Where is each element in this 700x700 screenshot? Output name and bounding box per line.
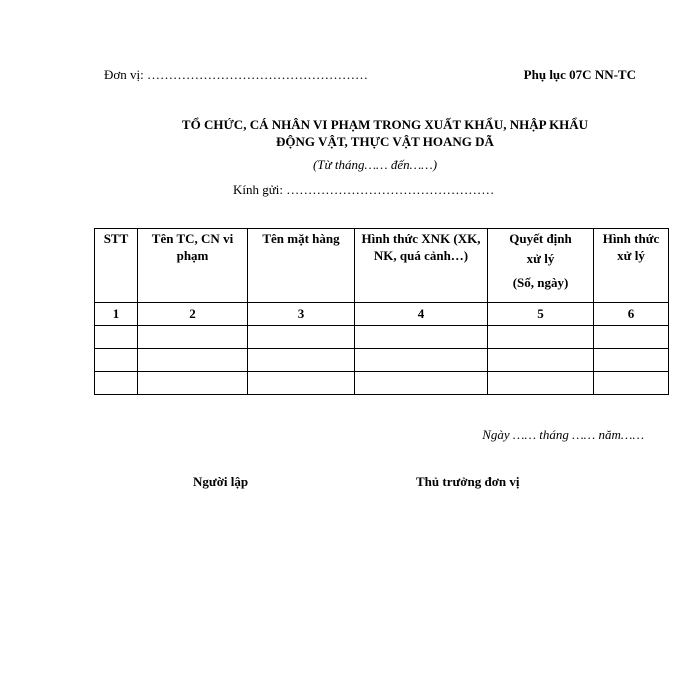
empty-cell (355, 372, 488, 395)
date-line: Ngày …… tháng …… năm…… (482, 427, 644, 442)
empty-cell (138, 326, 248, 349)
column-number: 3 (248, 303, 355, 326)
table-row (95, 372, 669, 395)
preparer-signature-label: Người lập (193, 474, 249, 489)
table-row (95, 326, 669, 349)
table-header-row (95, 229, 669, 303)
empty-cell (355, 326, 488, 349)
empty-cell (248, 372, 355, 395)
empty-cell (248, 349, 355, 372)
recipient-field: Kính gửi: ………………………………………… (233, 182, 495, 197)
empty-cell (488, 326, 594, 349)
header-stt: STT (95, 229, 138, 303)
empty-cell (95, 349, 138, 372)
column-number: 4 (355, 303, 488, 326)
unit-field: Đơn vị: …………………………………………… (104, 67, 368, 82)
unit-head-signature-label: Thủ trưởng đơn vị (416, 474, 520, 489)
header-decision-line-3: (Số, ngày) (512, 275, 569, 290)
header-item-name: Tên mặt hàng (248, 229, 355, 303)
header-decision-line-2: xử lý (526, 251, 555, 266)
column-number: 1 (95, 303, 138, 326)
header-violator-name: Tên TC, CN vi phạm (138, 229, 248, 303)
header-import-export-form: Hình thức XNK (XK, NK, quá cảnh…) (355, 229, 488, 303)
empty-cell (355, 349, 488, 372)
empty-cell (138, 349, 248, 372)
header-decision-line-1: Quyết định (509, 231, 572, 246)
empty-cell (488, 349, 594, 372)
column-number: 5 (488, 303, 594, 326)
table-row (95, 349, 669, 372)
empty-cell (95, 372, 138, 395)
header-handling-form: Hình thức xử lý (594, 229, 669, 303)
empty-cell (248, 326, 355, 349)
empty-cell (594, 349, 669, 372)
empty-cell (95, 326, 138, 349)
empty-cell (594, 372, 669, 395)
empty-cell (488, 372, 594, 395)
form-title-line-1: TỔ CHỨC, CÁ NHÂN VI PHẠM TRONG XUẤT KHẨU, NHẬP KHẨU (181, 117, 589, 132)
appendix-label: Phụ lục 07C NN-TC (523, 67, 636, 82)
column-number-row (95, 303, 669, 326)
reporting-period: (Từ tháng…… đến……) (312, 157, 438, 172)
column-number: 2 (138, 303, 248, 326)
empty-cell (138, 372, 248, 395)
form-title-line-2: ĐỘNG VẬT, THỰC VẬT HOANG DÃ (276, 134, 494, 149)
column-number: 6 (594, 303, 669, 326)
violations-table (94, 228, 669, 395)
header-handling-decision (488, 229, 594, 303)
empty-cell (594, 326, 669, 349)
